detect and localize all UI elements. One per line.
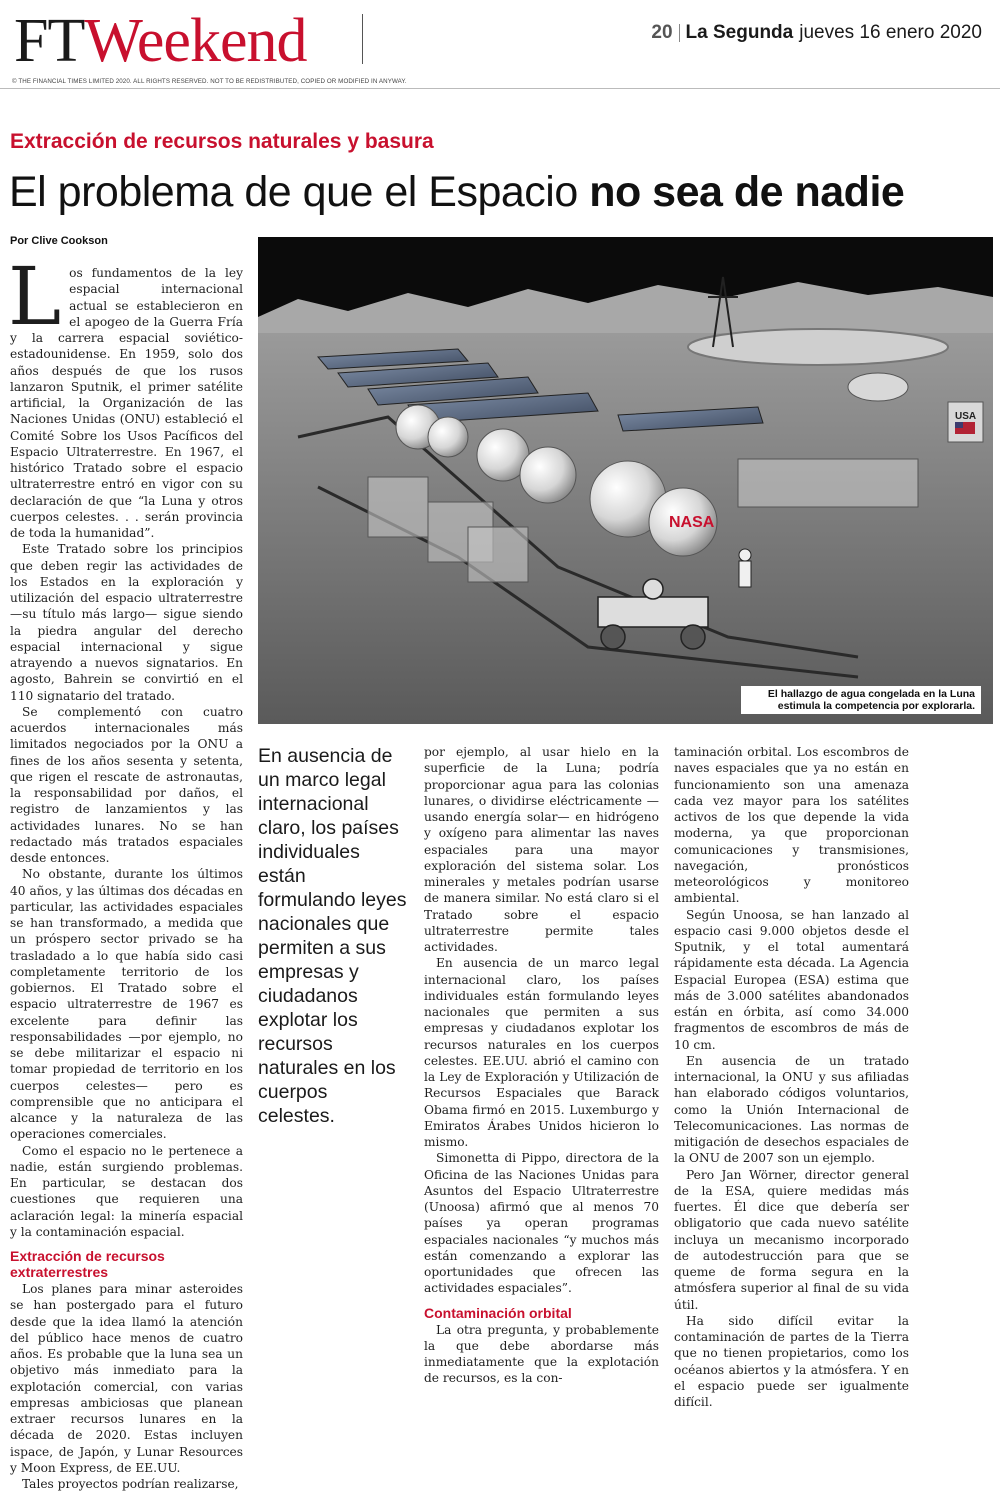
paragraph: Pero Jan Wörner, director general de la ESA, quiere medidas más fuertes. Él dice que debería ser obligatorio que cada nuevo satélite incluya un mecanismo incorporado de autodestrucción para que se queme de forma segura en la atmósfera superior al final de su vida útil.: [674, 1167, 909, 1312]
paragraph: Tales proyectos podrían realizarse,: [22, 1477, 239, 1491]
lunar-base-illustration: [258, 237, 993, 724]
subhead-resources: Extracción de recursos extraterrestres: [10, 1248, 165, 1280]
headline-bold: no sea de nadie: [589, 168, 905, 216]
column-3: [424, 744, 659, 1386]
folio: [651, 18, 982, 48]
paragraph: por ejemplo, al usar hielo en la superficie de la Luna; podría proporcionar agua para las colonias lunares, o dividirse eléctricamente —usando energía solar— en hidrógeno y oxígeno para alimentar las naves espaciales para una mayor exploración del sistema solar. Los minerales y metales podrían usarse de manera similar. No está claro si el Tratado sobre el espacio ultraterrestre permite tales actividades.: [424, 745, 659, 954]
paragraph: Este Tratado sobre los principios que deben regir las actividades de los Estados en la exploración y utilización del espacio ultraterrestre —su título más largo— sigue siendo la piedra angular del derecho espacial internacional y sigue atrayendo a nuevos signatarios. En agosto, Bahrein se convirtió en el 110 signatario del tratado.: [10, 542, 243, 703]
headline: [9, 166, 904, 218]
paragraph: Según Unoosa, se han lanzado al espacio casi 9.000 objetos desde el Sputnik, y el total aumentará rápidamente esta década. La Agencia Espacial Europea (ESA) estima que más de 3.000 satélites abandonados están en órbita, así como 34.000 fragmentos de escombros de más de 10 cm.: [674, 907, 909, 1052]
dropcap: L: [8, 250, 62, 343]
paragraph: os fundamentos de la ley espacial internacional actual se establecieron en el apogeo de la Guerra Fría y la carrera espacial soviético-estadounidense. En 1959, solo dos años después de que los rusos lanzaron Sputnik, el primer satélite artificial, la Organización de las Naciones Unidas (ONU) estableció el Comité Sobre los Usos Pacíficos del Espacio Ultraterrestre. En 1967, el histórico Tratado sobre el espacio ultraterrestre entró en vigor con su declaración de que “la Luna y otros cuerpos celestes. . . serán provincia de toda la humanidad”.: [10, 266, 243, 540]
column-1: [8, 250, 243, 1491]
paragraph: Simonetta di Pippo, directora de la Oficina de las Naciones Unidas para Asuntos del Espacio Ultraterrestre (Unoosa) afirmó que al menos 70 países ya operan programas espaciales nacionales “y muchos más están comenzando a explorar las oportunidades que ofrecen las actividades espaciales”.: [424, 1151, 659, 1296]
figure-caption: El hallazgo de agua congelada en la Luna estimula la competencia por explorarla.: [741, 686, 981, 714]
paragraph: No obstante, durante los últimos 40 años, y las últimas dos décadas en particular, las actividades espaciales se han transformado, a medida que un próspero sector privado se ha trasladado a lo que había sido casi completamente territorio de los gobiernos. El Tratado sobre el espacio ultraterrestre de 1967 es excelente para definir las responsabilidades —por ejemplo, no se debe militarizar el espacio ni tomar propiedad de territorio en los cuerpos celestes— pero es comprensible que no anticipara el alcance y la naturaleza de las operaciones comerciales.: [10, 867, 243, 1142]
paragraph: taminación orbital. Los escombros de naves espaciales que ya no están en funcionamiento son una amenaza cada vez mayor para los satélites activos de los que depende la vida moderna, ya que proporcionan comunicaciones y transmisiones, navegación, pronósticos meteorológicos y monitoreo ambiental.: [674, 745, 909, 906]
page-number: 20: [651, 22, 673, 43]
paragraph: La otra pregunta, y probablemente la que debe abordarse más inmediatamente que la explotación de recursos, es la con-: [424, 1322, 659, 1386]
pull-quote: En ausencia de un marco legal internacional claro, los países individuales están formulando leyes nacionales que permiten a sus empresas y ciudadanos explotar los recursos naturales en los cuerpos celestes.: [258, 745, 407, 1127]
column-4: [674, 744, 909, 1409]
headline-regular: El problema de que el Espacio: [9, 168, 590, 216]
paragraph: Ha sido difícil evitar la contaminación de partes de la Tierra que no tienen propietarios, como los océanos abiertos y la atmósfera. Y en el espacio puede ser igualmente difícil.: [674, 1313, 909, 1409]
issue-date: jueves 16 enero 2020: [799, 22, 982, 43]
section-name: La Segunda: [685, 22, 794, 43]
logo-weekend: Weekend: [84, 7, 307, 75]
paragraph: En ausencia de un tratado internacional, la ONU y sus afiliadas han elaborado códigos voluntarios, como la Unión Internacional de Telecomunicaciones. Las normas de mitigación de desechos espaciales de la ONU de 2007 son un ejemplo.: [674, 1053, 909, 1166]
paragraph: Como el espacio no le pertenece a nadie, están surgiendo problemas. En particular, se destacan dos cuestiones que requieren una aclaración legal: la minería espacial y la contaminación espacial.: [10, 1143, 243, 1239]
byline: Por Clive Cookson: [10, 235, 108, 247]
illustration-svg: [258, 237, 993, 724]
folio-separator: [679, 24, 680, 42]
copyright-notice: © THE FINANCIAL TIMES LIMITED 2020. ALL RIGHTS RESERVED. NOT TO BE REDISTRIBUTED, COPIED OR MODIFIED IN ANYWAY.: [12, 78, 407, 85]
usa-label: USA: [955, 411, 977, 422]
nasa-logo: NASA: [669, 514, 715, 531]
masthead-divider: [362, 14, 363, 64]
top-rule: [0, 88, 1000, 89]
subhead-orbital: Contaminación orbital: [424, 1304, 572, 1321]
ft-weekend-logo: [14, 6, 354, 76]
logo-ft: FT: [14, 7, 85, 75]
kicker: Extracción de recursos naturales y basura: [10, 130, 434, 153]
paragraph: Los planes para minar asteroides se han postergado para el futuro desde que la idea llamó la atención del público hace menos de cuatro años. Es probable que la luna sea un objetivo más inmediato para la explotación comercial, con varias empresas ambiciosas que planean extraer recursos lunares en la década de 2020. Estas incluyen ispace, de Japón, y Lunar Resources y Moon Express, de EE.UU.: [10, 1282, 243, 1475]
paragraph: Se complementó con cuatro acuerdos internacionales más limitados negociados por la ONU a fines de los años sesenta y setenta, que rigen el rescate de astronautas, la responsabilidad por daños, el registro de lanzamientos y las actividades lunares. No se han redactado más tratados espaciales desde entonces.: [10, 704, 243, 865]
paragraph: En ausencia de un marco legal internacional claro, los países individuales están formulando leyes nacionales que permiten a sus empresas y ciudadanos explotar los recursos naturales en los cuerpos celestes. EE.UU. abrió el camino con la Ley de Exploración y Utilización de Recursos Espaciales que Barack Obama firmó en 2015. Luxemburgo y Emiratos Árabes Unidos hicieron lo mismo.: [424, 956, 659, 1149]
